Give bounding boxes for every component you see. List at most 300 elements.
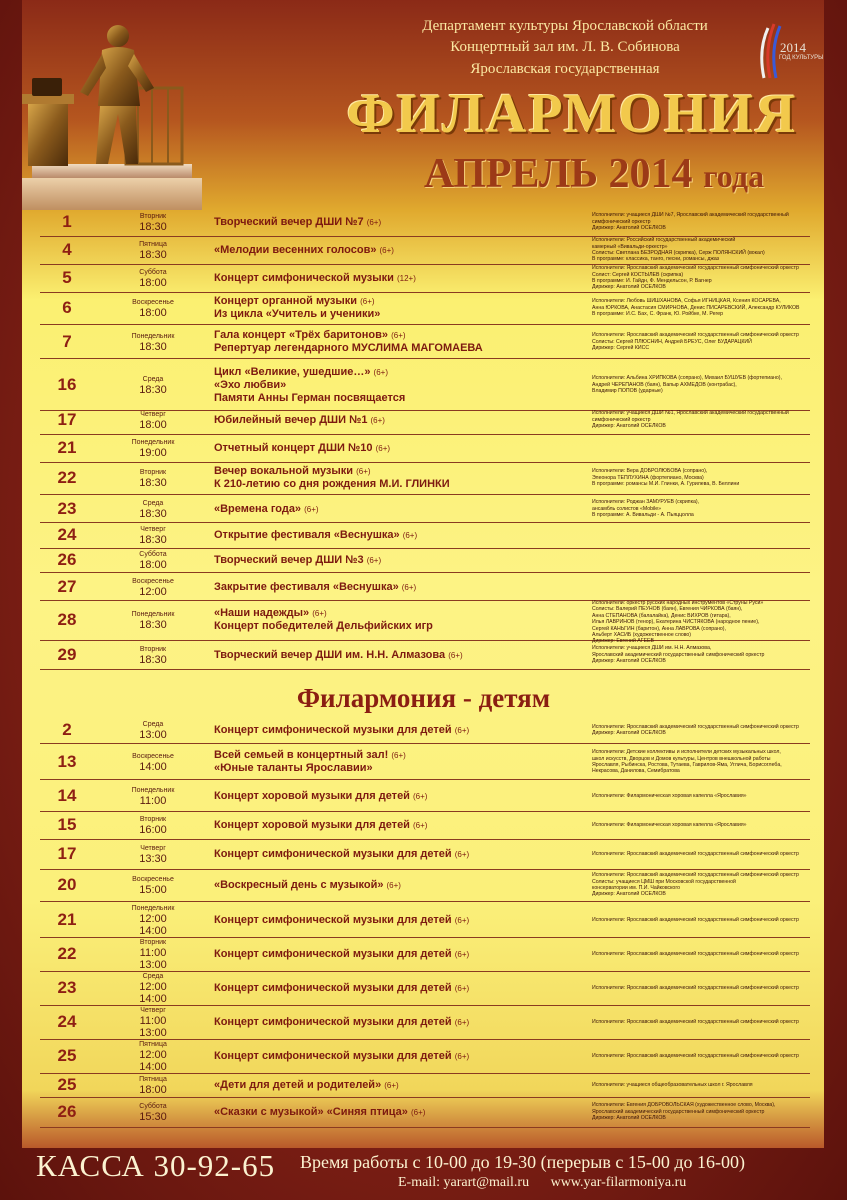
event-title-text: Юбилейный вечер ДШИ №1 xyxy=(214,413,368,426)
age-rating: (6+) xyxy=(366,217,382,227)
event-title-text: Открытие фестиваля «Веснушка» xyxy=(214,528,400,541)
event-day: 13 xyxy=(57,752,77,771)
event-day: 24 xyxy=(57,1012,77,1031)
event-title-line xyxy=(214,607,584,620)
event-row xyxy=(40,781,810,812)
event-time: 12:00 14:00 xyxy=(139,1048,167,1073)
event-row xyxy=(40,406,810,435)
event-title-text: «Сказки с музыкой» «Синяя птица» xyxy=(214,1105,408,1118)
performer-line: Исполнители: Роджан ЗАМУРУЕВ (скрипка), xyxy=(592,499,700,506)
event-day: 16 xyxy=(57,375,77,394)
event-row xyxy=(40,839,810,870)
performer-line: Исполнители: Ярославский академический государственный симфонический оркестр xyxy=(592,265,799,272)
event-performers xyxy=(592,298,806,317)
performer-line: Анна СТЕПАНОВА (балалайка), Денис ВИХРОВ (гитара), xyxy=(592,612,731,619)
event-day: 29 xyxy=(57,645,77,664)
performer-line: В программе: классика, танго, песни, романсы, джаз xyxy=(592,256,720,263)
event-time: 18:30 xyxy=(139,653,167,666)
event-datetime xyxy=(118,468,188,489)
performer-line: Дирижер: Анатолий ОСЕЛКОВ xyxy=(592,284,666,291)
event-time: 18:00 xyxy=(139,1083,167,1096)
event-weekday: Вторник xyxy=(139,212,167,220)
performer-line: ансамбль солистов «Mobile» xyxy=(592,505,662,512)
event-row xyxy=(40,292,810,325)
event-title xyxy=(214,244,584,257)
event-title-text: Творческий вечер ДШИ №7 xyxy=(214,215,364,228)
performer-line: В программе: романсы М.И. Глинки, А. Гурилева, В. Беллини xyxy=(592,481,740,488)
event-performers xyxy=(592,332,806,351)
event-row xyxy=(40,811,810,840)
performer-line: Солисты: Валерий ПЕУНОВ (баян), Евгения ЧИРКОВА (баян), xyxy=(592,606,743,613)
event-day: 27 xyxy=(57,577,77,596)
event-weekday: Понедельник xyxy=(131,332,175,340)
event-time: 11:00 13:00 xyxy=(139,946,167,971)
event-weekday: Суббота xyxy=(139,550,167,558)
event-row xyxy=(40,600,810,645)
event-time: 12:00 14:00 xyxy=(139,912,167,937)
event-performers xyxy=(592,822,806,828)
event-time: 18:00 xyxy=(139,558,167,571)
performer-line: Элеонора ТЕПЛУХИНА (фортепиано, Москва) xyxy=(592,474,704,481)
event-title-line xyxy=(214,295,584,308)
header-state: Ярославская государственная xyxy=(470,61,660,77)
age-rating: (6+) xyxy=(375,443,391,453)
event-title-line xyxy=(214,790,584,803)
event-title-text: Концерт симфонической музыки для детей xyxy=(214,981,452,994)
event-title-text: Концерт симфонической музыки для детей xyxy=(214,847,452,860)
event-title-text: Концерт победителей Дельфийских игр xyxy=(214,620,433,632)
event-time: 18:30 xyxy=(139,618,167,631)
event-title xyxy=(214,1050,584,1063)
event-performers xyxy=(592,793,806,799)
performer-line: Исполнители: Ярославский академический государственный симфонический оркестр xyxy=(592,950,799,957)
event-weekday: Вторник xyxy=(139,815,167,823)
performer-line: Исполнители: Вера ДОБРОЛЮБОВА (сопрано), xyxy=(592,468,708,475)
event-datetime xyxy=(118,212,188,233)
event-day: 6 xyxy=(62,298,72,317)
event-title-text: Творческий вечер ДШИ им. Н.Н. Алмазова xyxy=(214,648,446,661)
event-title-line xyxy=(214,620,584,633)
event-time: 18:00 xyxy=(139,306,167,319)
event-weekday: Среда xyxy=(142,720,164,728)
age-rating: (6+) xyxy=(413,791,428,801)
event-title-text: Концерт симфонической музыки для детей xyxy=(214,1015,452,1028)
event-row xyxy=(40,937,810,972)
age-rating: (6+) xyxy=(454,1017,470,1027)
event-performers xyxy=(592,499,806,518)
main-title: ФИЛАРМОНИЯ xyxy=(346,83,798,145)
event-title-line xyxy=(214,503,584,516)
event-title xyxy=(214,948,584,961)
month-label: АПРЕЛЬ 2014 xyxy=(423,151,693,197)
event-title xyxy=(214,1079,584,1092)
event-time: 18:30 xyxy=(139,340,167,353)
event-datetime xyxy=(118,577,188,598)
performer-line: Дирижер: Евгений АГЕЕВ xyxy=(592,638,654,645)
age-rating: (6+) xyxy=(304,504,319,514)
event-performers xyxy=(592,1082,806,1088)
event-title-text: Вечер вокальной музыки xyxy=(214,465,354,477)
event-time: 18:30 xyxy=(139,220,167,233)
event-title-line xyxy=(214,581,584,594)
event-datetime xyxy=(118,525,188,546)
event-day: 23 xyxy=(57,978,77,997)
event-title xyxy=(214,1106,584,1119)
event-time: 15:30 xyxy=(139,1110,167,1123)
event-title-line xyxy=(214,414,584,427)
performer-line: В программе: И. Гайдн, Ф. Мендельсон, Р. Вагнер xyxy=(592,278,712,284)
contacts xyxy=(398,1175,704,1191)
event-row xyxy=(40,496,810,523)
event-title xyxy=(214,724,584,737)
event-title-text: «Воскресный день с музыкой» xyxy=(214,878,384,891)
event-day: 4 xyxy=(62,240,72,259)
event-title-text: Памяти Анны Герман посвящается xyxy=(214,391,406,404)
performer-line: Дирижер: Сергей КИСС xyxy=(592,345,650,352)
age-rating: (6+) xyxy=(391,331,406,340)
event-title xyxy=(214,982,584,995)
event-weekday: Среда xyxy=(142,972,164,980)
performer-line: Исполнители: Ярославский академический государственный симфонический оркестр xyxy=(592,332,799,339)
event-day: 17 xyxy=(57,410,77,429)
event-day: 17 xyxy=(57,844,77,863)
event-weekday: Вторник xyxy=(139,645,167,653)
event-title-line xyxy=(214,982,584,995)
event-row xyxy=(40,1097,810,1128)
event-title xyxy=(214,581,584,594)
email-link[interactable]: E-mail: yarart@mail.ru xyxy=(398,1175,530,1190)
event-day: 2 xyxy=(62,720,72,739)
event-row xyxy=(40,574,810,601)
event-title xyxy=(214,272,584,285)
performer-line: Дирижер: Анатолий ОСЕЛКОВ xyxy=(592,1115,666,1122)
performer-line: Солисты: Сергей ПЛЮСНИН, Андрей БРЕУС, Олег БУДАРАЦКИЙ xyxy=(592,338,752,345)
event-row xyxy=(40,264,810,293)
event-title-line xyxy=(214,308,584,321)
event-time: 18:00 xyxy=(139,276,167,289)
performer-line: Дирижер: Анатолий ОСЕЛКОВ xyxy=(592,658,666,665)
event-title xyxy=(214,366,584,405)
event-performers xyxy=(592,1019,806,1025)
event-title-text: Цикл «Великие, ушедшие…» xyxy=(214,365,371,378)
event-datetime xyxy=(118,1075,188,1096)
performer-line: Исполнители: Ярославский академический государственный симфонический оркестр xyxy=(592,850,799,857)
event-weekday: Воскресенье xyxy=(132,875,174,883)
event-weekday: Суббота xyxy=(139,268,167,276)
age-rating: (6+) xyxy=(370,415,385,425)
performer-line: Солисты: Светлана БЕЗРОДНАЯ (скрипка), Серж ПОЛЯНСКИЙ (вокал) xyxy=(592,250,765,256)
logo-year: 2014 xyxy=(780,40,806,55)
age-rating: (6+) xyxy=(386,880,401,890)
performer-line: Дирижер: Анатолий ОСЕЛКОВ xyxy=(592,423,666,430)
age-rating: (6+) xyxy=(312,609,327,618)
event-time: 11:00 13:00 xyxy=(139,1014,167,1039)
event-title xyxy=(214,295,584,321)
event-row xyxy=(40,236,810,265)
age-rating: (6+) xyxy=(454,849,470,859)
event-datetime xyxy=(118,375,188,396)
event-datetime xyxy=(118,499,188,520)
event-title-line xyxy=(214,914,584,927)
performer-line: Илья ЛАВРИНОВ (тенор), Екатерина ЧИСТЯКОВА (народное пение), xyxy=(592,619,760,626)
event-weekday: Четверг xyxy=(140,410,166,418)
event-title-line xyxy=(214,342,584,355)
event-weekday: Четверг xyxy=(140,525,166,533)
event-time: 18:30 xyxy=(139,383,167,396)
event-day: 22 xyxy=(57,944,77,963)
event-title-line xyxy=(214,272,584,285)
website-link[interactable]: www.yar-filarmoniya.ru xyxy=(550,1175,687,1190)
event-performers xyxy=(592,917,806,923)
performer-line: Исполнители: Ярославский академический государственный симфонический оркестр xyxy=(592,723,799,730)
performer-line: Исполнители: учащиеся общеобразовательных школ г. Ярославля xyxy=(592,1081,753,1088)
event-row xyxy=(40,1039,810,1074)
event-time: 18:30 xyxy=(139,533,167,546)
event-title xyxy=(214,554,584,567)
box-office-phone: КАССА 30-92-65 xyxy=(36,1148,276,1183)
event-title xyxy=(214,503,584,516)
event-row xyxy=(40,869,810,902)
event-weekday: Пятница xyxy=(139,1075,167,1083)
event-title xyxy=(214,216,584,229)
performer-line: Владимир ПОПОВ (ударные) xyxy=(592,388,663,395)
event-datetime xyxy=(118,1102,188,1123)
performer-line: Солист: Сергей КОСТЫЛЕВ (скрипка) xyxy=(592,271,684,278)
event-time: 12:00 xyxy=(139,585,167,598)
event-title-line xyxy=(214,379,584,392)
performer-line: Солисты: учащиеся ЦМШ при Московской государственной xyxy=(592,878,736,885)
event-title xyxy=(214,329,584,355)
event-performers xyxy=(592,375,806,394)
event-title xyxy=(214,790,584,803)
event-weekday: Воскресенье xyxy=(132,298,174,306)
event-datetime xyxy=(118,875,188,896)
age-rating: (6+) xyxy=(391,751,406,760)
event-title-text: Творческий вечер ДШИ №3 xyxy=(214,553,364,566)
event-day: 21 xyxy=(57,438,77,457)
event-title-line xyxy=(214,724,584,737)
event-datetime xyxy=(118,645,188,666)
event-title-line xyxy=(214,478,584,491)
performer-line: В программе: И.С. Бах, С. Франк, Ю. Ройбке, М. Регер xyxy=(592,311,724,318)
event-row xyxy=(40,360,810,411)
event-weekday: Суббота xyxy=(139,1102,167,1110)
event-performers xyxy=(592,749,806,775)
event-title-text: Гала концерт «Трёх баритонов» xyxy=(214,329,389,341)
event-title-text: Концерт симфонической музыки для детей xyxy=(214,947,452,960)
event-row xyxy=(40,903,810,938)
age-rating: (6+) xyxy=(448,650,463,660)
event-datetime xyxy=(118,550,188,571)
performer-line: Дирижер: Анатолий ОСЕЛКОВ xyxy=(592,730,666,736)
performer-line: Исполнители: Евгения ДОБРОВОЛЬСКАЯ (художественное слово, Москва), xyxy=(592,1102,776,1109)
event-performers xyxy=(592,600,806,645)
event-datetime xyxy=(118,844,188,865)
event-title-line xyxy=(214,1106,584,1119)
performer-line: Дирижер: Анатолий ОСЕЛКОВ xyxy=(592,891,666,898)
event-weekday: Понедельник xyxy=(131,786,175,794)
event-title xyxy=(214,914,584,927)
age-rating: (6+) xyxy=(401,582,417,592)
event-row xyxy=(40,326,810,359)
performer-line: Анна ЮРКОВА, Анастасия СМИРНОВА, Денис ПИСАРЕВСКИЙ, Александр КУЛИКОВ xyxy=(592,304,800,311)
performer-line: консерватории им. П.И. Чайковского xyxy=(592,885,680,891)
event-day: 25 xyxy=(57,1075,77,1094)
event-title-line xyxy=(214,529,584,542)
event-performers xyxy=(592,410,806,429)
event-time: 18:00 xyxy=(139,418,167,431)
age-rating: (6+) xyxy=(402,530,418,540)
header-department: Департамент культуры Ярославской области xyxy=(422,18,708,34)
event-weekday: Понедельник xyxy=(131,438,175,446)
event-title-line xyxy=(214,216,584,229)
event-title-line xyxy=(214,465,584,478)
event-datetime xyxy=(118,610,188,631)
event-day: 26 xyxy=(57,550,77,569)
event-title-line xyxy=(214,1079,584,1092)
age-rating: (6+) xyxy=(454,949,470,959)
event-time: 18:30 xyxy=(139,507,167,520)
event-day: 20 xyxy=(57,875,77,894)
event-title-text: «Мелодии весенних голосов» xyxy=(214,243,377,256)
event-datetime xyxy=(118,410,188,431)
event-datetime xyxy=(118,240,188,261)
event-title-text: Концерт симфонической музыки для детей xyxy=(214,913,452,926)
age-rating: (6+) xyxy=(413,820,428,830)
event-time: 13:00 xyxy=(139,728,167,741)
event-weekday: Пятница xyxy=(139,240,167,248)
event-datetime xyxy=(118,815,188,836)
event-title-line xyxy=(214,762,584,775)
event-datetime xyxy=(118,332,188,353)
performer-line: Ярославский академический государственный симфонический оркестр xyxy=(592,1108,765,1115)
event-time: 14:00 xyxy=(139,760,167,773)
event-title xyxy=(214,848,584,861)
event-title-line xyxy=(214,366,584,379)
age-rating: (6+) xyxy=(454,983,470,993)
age-rating: (12+) xyxy=(396,273,416,283)
performer-line: Исполнители: учащиеся ДШИ им. Н.Н. Алмазова, xyxy=(592,645,712,652)
age-rating: (6+) xyxy=(454,1051,470,1061)
event-datetime xyxy=(118,298,188,319)
event-weekday: Пятница xyxy=(139,1040,167,1048)
performer-line: Исполнители: оркестр русских народных инструментов «Струны Руси» xyxy=(592,600,764,606)
event-day: 1 xyxy=(62,212,72,231)
performer-line: Исполнители: Филармоническая хоровая капелла «Ярославия» xyxy=(592,792,747,799)
event-weekday: Понедельник xyxy=(131,904,175,912)
event-title-line xyxy=(214,244,584,257)
event-datetime xyxy=(118,1006,188,1039)
event-title-line xyxy=(214,554,584,567)
event-title xyxy=(214,879,584,892)
age-rating: (6+) xyxy=(454,725,470,735)
event-time: 15:00 xyxy=(139,883,167,896)
event-weekday: Четверг xyxy=(140,1006,166,1014)
event-title-text: Из цикла «Учитель и ученики» xyxy=(214,308,381,320)
event-title-line xyxy=(214,392,584,405)
event-row xyxy=(40,208,810,237)
event-day: 24 xyxy=(57,525,77,544)
event-performers xyxy=(592,237,806,263)
event-title xyxy=(214,749,584,775)
event-title-text: «Дети для детей и родителей» xyxy=(214,1078,382,1091)
event-performers xyxy=(592,468,806,487)
event-time: 13:30 xyxy=(139,852,167,865)
performer-line: Исполнители: Ярославский академический государственный симфонический оркестр xyxy=(592,1018,799,1025)
event-time: 11:00 xyxy=(139,794,167,807)
event-time: 18:30 xyxy=(139,476,167,489)
event-row xyxy=(40,745,810,780)
performer-line: Исполнители: Детские коллективы и исполнители детских музыкальных школ, xyxy=(592,749,781,756)
event-title xyxy=(214,607,584,633)
event-title-text: «Времена года» xyxy=(214,502,302,515)
performer-line: Исполнители: Российский государственный академический xyxy=(592,237,736,244)
age-rating: (6+) xyxy=(410,1107,426,1117)
event-title-text: «Эхо любви» xyxy=(214,378,287,391)
event-title xyxy=(214,414,584,427)
event-day: 5 xyxy=(62,268,72,287)
event-datetime xyxy=(118,438,188,459)
event-title-text: «Юные таланты Ярославии» xyxy=(214,762,373,774)
event-datetime xyxy=(118,720,188,741)
event-title-text: Всей семьей в концертный зал! xyxy=(214,749,389,761)
performer-line: симфонический оркестр xyxy=(592,416,651,423)
event-performers xyxy=(592,851,806,857)
performer-line: Исполнители: Альбина ХРИПКОВА (сопрано), Михаил БУШУЕВ (фортепиано), xyxy=(592,375,782,382)
event-title-line xyxy=(214,848,584,861)
event-day: 25 xyxy=(57,1046,77,1065)
event-title xyxy=(214,1016,584,1029)
event-performers xyxy=(592,1102,806,1121)
event-title-line xyxy=(214,1016,584,1029)
event-title-text: Концерт симфонической музыки для детей xyxy=(214,1049,452,1062)
event-row xyxy=(40,1073,810,1098)
age-rating: (6+) xyxy=(356,467,371,476)
event-weekday: Понедельник xyxy=(131,610,175,618)
event-performers xyxy=(592,212,806,231)
age-rating: (6+) xyxy=(360,297,375,306)
performer-line: камерный «Вивальди-оркестр» xyxy=(592,243,668,250)
event-weekday: Среда xyxy=(142,499,164,507)
event-row xyxy=(40,462,810,495)
performer-line: Исполнители: Филармоническая хоровая капелла «Ярославия» xyxy=(592,821,747,828)
performer-line: Исполнители: учащиеся ДШИ №1, Ярославский академический государственный xyxy=(592,410,789,417)
event-datetime xyxy=(118,904,188,937)
logo-subtitle: ГОД КУЛЬТУРЫ xyxy=(779,55,824,61)
event-time: 18:30 xyxy=(139,248,167,261)
age-rating: (6+) xyxy=(454,915,470,925)
event-performers xyxy=(592,985,806,991)
event-datetime xyxy=(118,972,188,1005)
event-row xyxy=(40,434,810,463)
event-title-line xyxy=(214,948,584,961)
event-title-line xyxy=(214,879,584,892)
event-title-text: Концерт органной музыки xyxy=(214,295,358,307)
event-performers xyxy=(592,645,806,664)
performer-line: симфонический оркестр xyxy=(592,218,651,225)
performer-line: Ярославский академический государственный симфонический оркестр xyxy=(592,651,765,658)
event-title xyxy=(214,529,584,542)
performer-line: Ярославля, Рыбинска, Ростова, Тутаева, Гаврилов-Яма, Углича, Борисоглебa, xyxy=(592,762,782,768)
event-title-line xyxy=(214,819,584,832)
event-day: 21 xyxy=(57,910,77,929)
event-title xyxy=(214,649,584,662)
event-title-text: «Наши надежды» xyxy=(214,607,310,619)
performer-line: Исполнители: Ярославский академический государственный симфонический оркестр xyxy=(592,916,799,923)
performer-line: Исполнители: Ярославский академический государственный симфонический оркестр xyxy=(592,1052,799,1059)
header-hall: Концертный зал им. Л. В. Собинова xyxy=(450,39,680,55)
performer-line: Исполнители: Ярославский академический государственный симфонический оркестр xyxy=(592,984,799,991)
